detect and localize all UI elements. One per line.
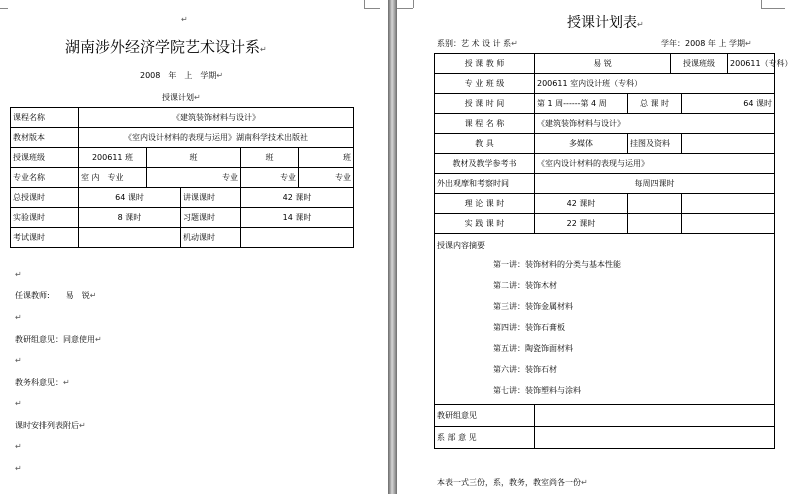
table-row bbox=[435, 154, 775, 174]
exercise-hours-value: 14 课时 bbox=[241, 208, 354, 228]
major-cell: 专业 bbox=[299, 168, 354, 188]
book-label-cell: 教材及教学参考书 bbox=[435, 154, 535, 174]
table-row bbox=[435, 94, 775, 114]
theory-extra-cell bbox=[628, 194, 682, 214]
lecture-item: 第七讲：装饰塑料与涂料 bbox=[493, 386, 581, 395]
crop-mark bbox=[364, 8, 380, 9]
teacher-line bbox=[15, 290, 96, 301]
table-row bbox=[435, 405, 775, 427]
total-label-cell: 总 课 时 bbox=[628, 94, 682, 114]
total-value-cell: 64 课时 bbox=[682, 94, 775, 114]
major-label: 专业名称 bbox=[11, 168, 79, 188]
charts-value-cell bbox=[682, 134, 775, 154]
research-opinion-text: 教研组意见：同意使用 bbox=[15, 335, 95, 344]
visit-value-cell: 每周四课时 bbox=[535, 174, 775, 194]
page-divider bbox=[388, 0, 397, 494]
lab-hours-value: 8 课时 bbox=[79, 208, 181, 228]
paragraph-mark: ↵ bbox=[15, 399, 22, 408]
teacher-label: 任课教师: bbox=[15, 291, 50, 300]
academic-year-line bbox=[661, 38, 752, 49]
paragraph-mark: ↵ bbox=[79, 421, 86, 430]
crop-mark bbox=[0, 8, 8, 9]
paragraph-mark: ↵ bbox=[15, 356, 22, 365]
class-cell: 班 bbox=[241, 148, 299, 168]
table-row bbox=[11, 228, 354, 248]
practice-extra-cell bbox=[628, 214, 682, 234]
charts-label-cell: 挂图及资料 bbox=[628, 134, 682, 154]
table-row bbox=[435, 214, 775, 234]
paragraph-mark: ↵ bbox=[216, 71, 224, 80]
major-label-cell: 专 业 班 级 bbox=[435, 74, 535, 94]
class-label: 授课班级 bbox=[11, 148, 79, 168]
table-row bbox=[11, 188, 354, 208]
theory-extra-cell bbox=[682, 194, 775, 214]
schedule-note-text: 课时安排列表附后 bbox=[15, 421, 79, 430]
teacher-label-cell: 授 课 教 师 bbox=[435, 54, 535, 74]
right-document-page bbox=[397, 0, 793, 494]
academic-year-text: 学年：2008 年 上 学期 bbox=[661, 39, 745, 48]
paragraph-mark: ↵ bbox=[15, 442, 22, 451]
flex-hours-value bbox=[241, 228, 354, 248]
class-cell: 班 bbox=[299, 148, 354, 168]
course-name-label: 课程名称 bbox=[11, 108, 79, 128]
table-row bbox=[11, 148, 354, 168]
plan-heading-text: 授课计划 bbox=[162, 93, 194, 102]
teacher-value-cell: 易 锐 bbox=[535, 54, 671, 74]
aids-label-cell: 教 具 bbox=[435, 134, 535, 154]
footer-note bbox=[437, 477, 588, 488]
paragraph-mark: ↵ bbox=[15, 464, 22, 473]
paragraph-mark: ↵ bbox=[181, 15, 188, 24]
plan-table-title bbox=[567, 12, 644, 32]
research-value-cell bbox=[535, 405, 775, 427]
lecture-item: 第五讲：陶瓷饰面材料 bbox=[493, 344, 573, 353]
class-cell: 班 bbox=[147, 148, 241, 168]
paragraph-mark: ↵ bbox=[260, 45, 267, 54]
schedule-note bbox=[15, 420, 86, 431]
research-opinion bbox=[15, 334, 102, 345]
exam-hours-label: 考试课时 bbox=[11, 228, 79, 248]
dept-opinion-value-cell bbox=[535, 427, 775, 449]
course-info-table bbox=[10, 107, 354, 248]
term-line bbox=[140, 70, 223, 81]
table-row bbox=[435, 114, 775, 134]
flex-hours-label: 机动课时 bbox=[181, 228, 241, 248]
practice-value-cell: 22 课时 bbox=[535, 214, 628, 234]
class-cell: 200611 班 bbox=[79, 148, 147, 168]
affairs-opinion bbox=[15, 377, 70, 388]
crop-mark bbox=[413, 0, 414, 8]
lecture-item: 第一讲：装饰材料的分类与基本性能 bbox=[493, 260, 621, 269]
lecture-hours-label: 讲课课时 bbox=[181, 188, 241, 208]
crop-mark bbox=[761, 0, 762, 8]
teaching-plan-table bbox=[434, 53, 793, 449]
course-value-cell: 《建筑装饰材料与设计》 bbox=[535, 114, 775, 134]
lab-hours-label: 实验课时 bbox=[11, 208, 79, 228]
plan-table-title-text: 授课计划表 bbox=[567, 15, 637, 31]
major-cell: 室 内 专业 bbox=[79, 168, 147, 188]
table-row bbox=[435, 134, 775, 154]
paragraph-mark: ↵ bbox=[63, 378, 70, 387]
practice-extra-cell bbox=[682, 214, 775, 234]
time-label-cell: 授 课 时 间 bbox=[435, 94, 535, 114]
course-label-cell: 课 程 名 称 bbox=[435, 114, 535, 134]
textbook-label: 教材版本 bbox=[11, 128, 79, 148]
department-title bbox=[65, 36, 267, 57]
table-row bbox=[11, 108, 354, 128]
footer-note-text: 本表一式三份，系，教务，教室尚各一份 bbox=[437, 478, 581, 487]
time-value-cell: 第 1 周------第 4 周 bbox=[535, 94, 628, 114]
paragraph-mark: ↵ bbox=[745, 39, 752, 48]
paragraph-mark: ↵ bbox=[89, 291, 97, 300]
paragraph-mark: ↵ bbox=[637, 20, 644, 29]
table-row bbox=[435, 427, 775, 449]
paragraph-mark: ↵ bbox=[581, 478, 588, 487]
table-row bbox=[11, 128, 354, 148]
lecture-item: 第六讲：装饰石材 bbox=[493, 365, 557, 374]
teacher-name: 易 锐 bbox=[65, 291, 90, 300]
affairs-opinion-text: 教务科意见： bbox=[15, 378, 63, 387]
summary-cell bbox=[435, 234, 775, 405]
exercise-hours-label: 习题课时 bbox=[181, 208, 241, 228]
lecture-item: 第二讲：装饰木材 bbox=[493, 281, 557, 290]
department-title-text: 湖南涉外经济学院艺术设计系 bbox=[65, 38, 261, 56]
table-row bbox=[435, 194, 775, 214]
lecture-item: 第三讲：装饰金属材料 bbox=[493, 302, 573, 311]
crop-mark bbox=[397, 8, 413, 9]
exam-hours-value bbox=[79, 228, 181, 248]
crop-mark bbox=[364, 0, 365, 8]
major-value-cell: 200611 室内设计班（专科） bbox=[535, 74, 775, 94]
table-row bbox=[11, 168, 354, 188]
table-row bbox=[435, 174, 775, 194]
table-row bbox=[435, 234, 775, 405]
aids-value-cell: 多媒体 bbox=[535, 134, 628, 154]
lecture-item: 第四讲：装饰石膏板 bbox=[493, 323, 565, 332]
theory-value-cell: 42 课时 bbox=[535, 194, 628, 214]
paragraph-mark: ↵ bbox=[15, 313, 22, 322]
crop-mark bbox=[761, 8, 785, 9]
plan-heading bbox=[162, 92, 201, 103]
table-row bbox=[435, 54, 775, 74]
total-hours-label: 总授课时 bbox=[11, 188, 79, 208]
total-hours-value: 64 课时 bbox=[79, 188, 181, 208]
practice-label-cell: 实 践 课 时 bbox=[435, 214, 535, 234]
paragraph-mark: ↵ bbox=[511, 39, 518, 48]
left-document-page bbox=[0, 0, 388, 494]
dept-opinion-label-cell: 系 部 意 见 bbox=[435, 427, 535, 449]
book-value-cell: 《室内设计材料的表现与运用》 bbox=[535, 154, 775, 174]
theory-label-cell: 理 论 课 时 bbox=[435, 194, 535, 214]
department-text: 系别：艺 术 设 计 系 bbox=[437, 39, 512, 48]
paragraph-mark: ↵ bbox=[194, 93, 201, 102]
table-row bbox=[11, 208, 354, 228]
course-name-value: 《建筑装饰材料与设计》 bbox=[79, 108, 354, 128]
class-value-cell: 200611（专科） bbox=[728, 54, 775, 74]
research-label-cell: 教研组意见 bbox=[435, 405, 535, 427]
term-line-text: 2008 年 上 学期 bbox=[140, 71, 217, 80]
table-row bbox=[435, 74, 775, 94]
paragraph-mark: ↵ bbox=[95, 335, 102, 344]
textbook-value: 《室内设计材料的表现与运用》湖南科学技术出版社 bbox=[79, 128, 354, 148]
department-line bbox=[437, 38, 518, 49]
class-label-cell: 授课班级 bbox=[671, 54, 728, 74]
major-cell: 专业 bbox=[147, 168, 241, 188]
lecture-hours-value: 42 课时 bbox=[241, 188, 354, 208]
summary-label: 授课内容摘要 bbox=[437, 241, 485, 250]
major-cell: 专业 bbox=[241, 168, 299, 188]
paragraph-mark: ↵ bbox=[15, 270, 22, 279]
visit-label-cell: 外出观摩和考察时间 bbox=[435, 174, 535, 194]
